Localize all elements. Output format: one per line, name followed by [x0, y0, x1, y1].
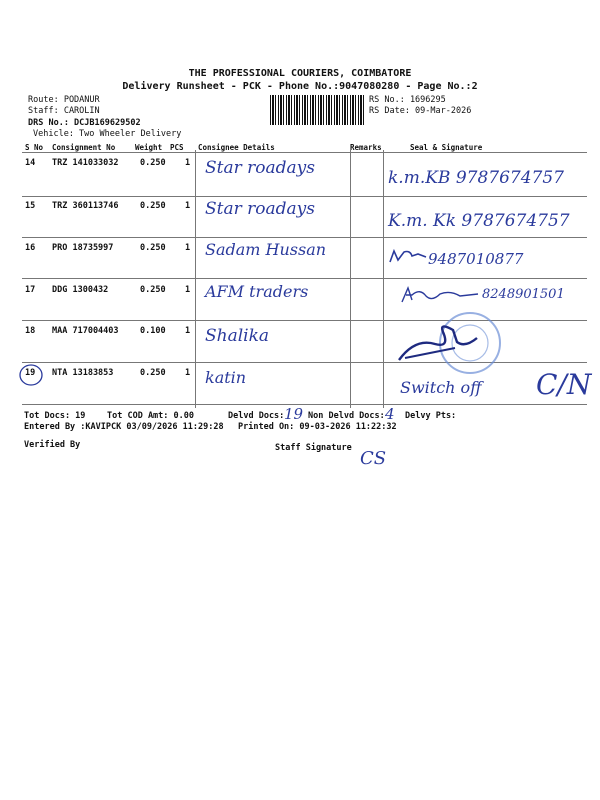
non-delivered-docs-label: Non Delvd Docs:: [308, 411, 385, 421]
delivered-docs-value: 19: [284, 405, 304, 423]
col-consignment: Consignment No: [52, 143, 116, 152]
row-14-sno: 14: [25, 158, 36, 168]
col-pcs: PCS: [170, 143, 184, 152]
row-16-consignment: PRO 18735997: [52, 243, 114, 253]
row-16-signature: 9487010877: [428, 250, 524, 268]
row-18-consignee: Shalika: [205, 326, 270, 346]
row-17-consignment: DDG 1300432: [52, 285, 109, 295]
staff-label: Staff: CAROLIN: [28, 106, 100, 116]
col-seal: Seal & Signature: [410, 143, 483, 152]
row-18-pcs: 1: [185, 326, 191, 336]
row-15-pcs: 1: [185, 201, 191, 211]
col-weight: Weight: [135, 143, 163, 152]
row-17-weight: 0.250: [140, 285, 166, 295]
row-19-pcs: 1: [185, 368, 191, 378]
row-16-signature-scribble: [388, 248, 428, 266]
total-cod-amount: Tot COD Amt: 0.00: [107, 411, 194, 421]
delivery-points-label: Delvy Pts:: [405, 411, 457, 421]
barcode: [270, 95, 366, 125]
route-label: Route: PODANUR: [28, 95, 100, 105]
row-rule: [22, 196, 587, 197]
row-14-consignee: Star roadays: [205, 158, 315, 178]
row-17-consignee: AFM traders: [205, 282, 309, 301]
total-docs: Tot Docs: 19: [24, 411, 86, 421]
row-16-weight: 0.250: [140, 243, 166, 253]
row-18-sno: 18: [25, 326, 36, 336]
row-15-consignment: TRZ 360113746: [52, 201, 119, 211]
vehicle-label: Vehicle: Two Wheeler Delivery: [33, 129, 182, 139]
row-15-signature: K.m. Kk 9787674757: [388, 211, 570, 231]
delivered-docs-label: Delvd Docs:: [228, 411, 285, 421]
rs-date: RS Date: 09-Mar-2026: [369, 106, 472, 116]
row-15-weight: 0.250: [140, 201, 166, 211]
row-18-stamp-and-signature: [395, 308, 525, 378]
col-sno: S No: [25, 143, 44, 152]
col-divider: [350, 150, 351, 408]
row-17-signature: 8248901501: [482, 287, 565, 302]
row-17-pcs: 1: [185, 285, 191, 295]
rs-number: RS No.: 1696295: [369, 95, 446, 105]
row-16-pcs: 1: [185, 243, 191, 253]
cn-mark: C/N: [536, 368, 592, 401]
col-remarks: Remarks: [350, 143, 382, 152]
col-consignee: Consignee Details: [198, 143, 275, 152]
row-17-sno: 17: [25, 285, 36, 295]
row-rule: [22, 237, 587, 238]
row-14-pcs: 1: [185, 158, 191, 168]
col-divider: [195, 150, 196, 408]
row-14-consignment: TRZ 141033032: [52, 158, 119, 168]
row-18-consignment: MAA 717004403: [52, 326, 119, 336]
row-19-weight: 0.250: [140, 368, 166, 378]
row-15-consignee: Star roadays: [205, 199, 315, 219]
row-14-signature: k.m.KB 9787674757: [388, 168, 564, 188]
verified-by-label: Verified By: [24, 440, 81, 450]
printed-on: Printed On: 09-03-2026 11:22:32: [238, 422, 397, 432]
row-16-consignee: Sadam Hussan: [205, 240, 327, 259]
col-divider: [383, 150, 384, 408]
row-rule: [22, 278, 587, 279]
row-17-signature-scribble: [400, 284, 480, 306]
row-rule: [22, 404, 587, 405]
drs-number: DRS No.: DCJB169629502: [28, 118, 141, 128]
row-16-sno: 16: [25, 243, 36, 253]
non-delivered-docs-value: 4: [385, 405, 395, 423]
runsheet-subtitle: Delivery Runsheet - PCK - Phone No.:9047080280 - Page No.:2: [122, 81, 478, 92]
row-14-weight: 0.250: [140, 158, 166, 168]
row-19-sno: 19: [25, 368, 36, 378]
row-19-remark: Switch off: [400, 378, 482, 397]
row-15-sno: 15: [25, 201, 36, 211]
staff-signature: CS: [360, 448, 387, 469]
row-19-consignment: NTA 13183853: [52, 368, 114, 378]
company-title: THE PROFESSIONAL COURIERS, COIMBATORE: [188, 68, 412, 79]
staff-signature-label: Staff Signature: [275, 443, 352, 453]
entered-by: Entered By :KAVIPCK 03/09/2026 11:29:28: [24, 422, 224, 432]
row-18-weight: 0.100: [140, 326, 166, 336]
row-19-consignee: katin: [205, 368, 247, 387]
header-rule: [22, 152, 587, 153]
